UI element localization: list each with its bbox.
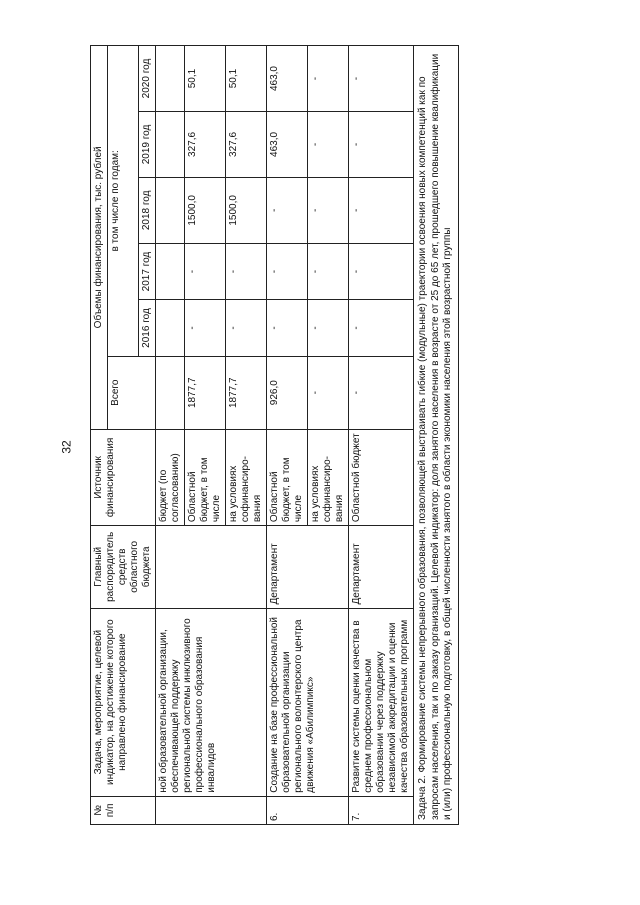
cell-total: - — [349, 356, 414, 429]
row-source: Областной бюджет — [349, 429, 414, 525]
header-main-manager: Главный распорядитель средств областного бюджета — [91, 526, 156, 608]
cell-2020: 50,1 — [185, 46, 226, 112]
cell-2017: - — [308, 243, 349, 299]
header-2018: 2018 год — [139, 177, 156, 243]
row-num: 6. — [267, 796, 349, 824]
table-row — [349, 46, 414, 825]
cell-2016: - — [185, 300, 226, 356]
cell-total: 1877,7 — [226, 356, 267, 429]
cell-2017: - — [349, 243, 414, 299]
row-task: ной образовательной организации, обеспечивающей поддержку региональной системы инклюзивного профессионального образования инвалидов — [156, 608, 267, 796]
header-total: Всего — [108, 356, 156, 429]
header-2020: 2020 год — [139, 46, 156, 112]
cell-2020 — [156, 46, 185, 112]
cell-2020: 463,0 — [267, 46, 308, 112]
cell-2019 — [156, 112, 185, 178]
rotated-page — [90, 45, 610, 825]
header-2019: 2019 год — [139, 112, 156, 178]
cell-2020: - — [308, 46, 349, 112]
cell-2019: 327,6 — [226, 112, 267, 178]
header-num: № п/п — [91, 796, 156, 824]
table-row — [414, 46, 459, 825]
row-manager: Департамент — [349, 526, 414, 608]
cell-2018: - — [308, 177, 349, 243]
cell-total: - — [308, 356, 349, 429]
task2-paragraph: Задача 2. Формирование системы непрерывного образования, позволяющей выстраивать гибкие (модульные) траектории освоения новых компетенций как по запросам населения, так и по заказу организаций. Целевой индикатор: доля занятого населения в возрасте от 25 до 65 лет, прошедшего повышение квалификации и (или) профессиональную подготовку, в общей численности занятого в области экономики населения этой возрастной группы — [414, 46, 459, 825]
cell-2018: - — [349, 177, 414, 243]
header-source: Источник финансирования — [91, 429, 156, 525]
cell-2016: - — [226, 300, 267, 356]
header-by-years: в том числе по годам: — [108, 46, 139, 357]
cell-2017: - — [267, 243, 308, 299]
cell-2018: 1500,0 — [185, 177, 226, 243]
cell-2020: 50,1 — [226, 46, 267, 112]
cell-total: 926,0 — [267, 356, 308, 429]
row-task: Развитие системы оценки качества в среднем профессиональном образовании через поддержку независимой аккредитации и оценки качества образовательных программ — [349, 608, 414, 796]
row-manager: Департамент — [267, 526, 349, 608]
row-manager — [156, 526, 267, 608]
header-2016: 2016 год — [139, 300, 156, 356]
document-body — [90, 45, 610, 825]
cell-total: 1877,7 — [185, 356, 226, 429]
table-row — [267, 46, 308, 825]
cell-2018: 1500,0 — [226, 177, 267, 243]
cell-2018 — [156, 177, 185, 243]
cell-2017: - — [226, 243, 267, 299]
cell-2019: - — [349, 112, 414, 178]
cell-2020: - — [349, 46, 414, 112]
cell-2016: - — [308, 300, 349, 356]
row-source: бюджет (по согласованию) — [156, 429, 185, 525]
row-num: 7. — [349, 796, 414, 824]
row-source: на условиях софинансиро-вания — [226, 429, 267, 525]
cell-2018: - — [267, 177, 308, 243]
header-task: Задача, мероприятие, целевой индикатор, на достижение которого направлено финансирование — [91, 608, 156, 796]
cell-2019: - — [308, 112, 349, 178]
row-num — [156, 796, 267, 824]
cell-2016: - — [267, 300, 308, 356]
cell-2016 — [156, 300, 185, 356]
cell-total — [156, 356, 185, 429]
cell-2019: 463,0 — [267, 112, 308, 178]
table-row — [156, 46, 185, 825]
cell-2016: - — [349, 300, 414, 356]
financing-table — [90, 45, 459, 825]
row-source: Областной бюджет, в том числе — [267, 429, 308, 525]
cell-2017 — [156, 243, 185, 299]
page-number: 32 — [59, 440, 74, 454]
cell-2017: - — [185, 243, 226, 299]
header-volumes: Объемы финансирования, тыс. рублей — [91, 46, 108, 430]
row-task: Создание на базе профессиональной образовательной организации регионального волонтерского центра движения «Абилимпикс» — [267, 608, 349, 796]
row-source: Областной бюджет, в том числе — [185, 429, 226, 525]
row-source: на условиях софинансиро-вания — [308, 429, 349, 525]
cell-2019: 327,6 — [185, 112, 226, 178]
header-2017: 2017 год — [139, 243, 156, 299]
